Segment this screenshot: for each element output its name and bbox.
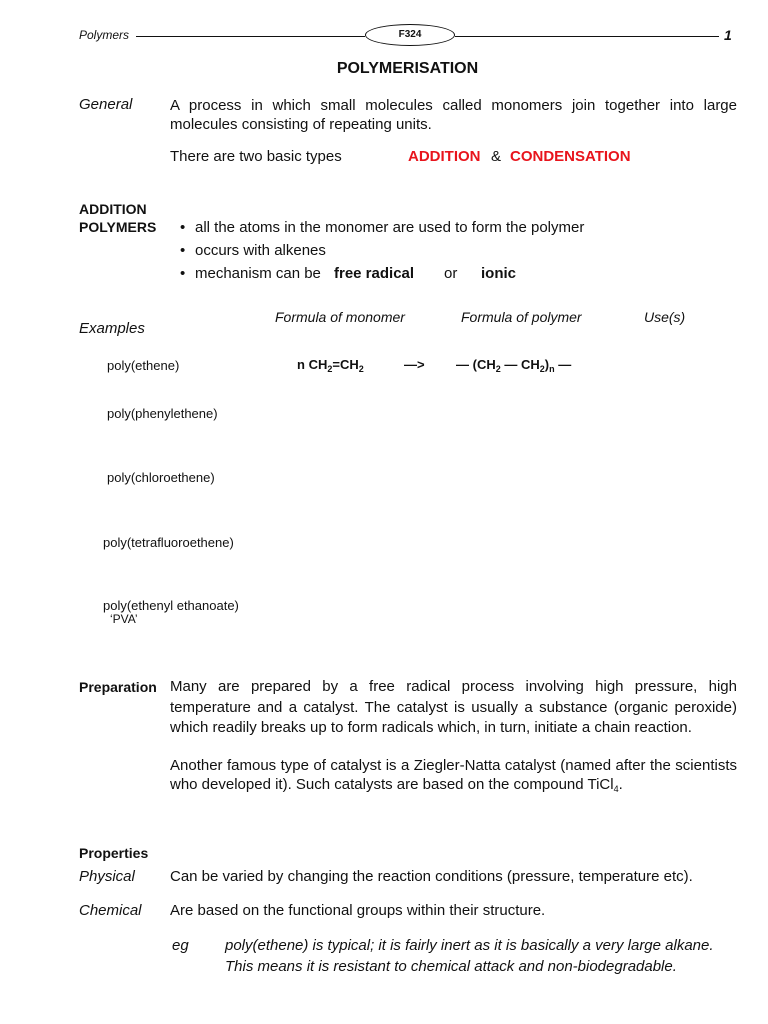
example-name: poly(ethenyl ethanoate) [103, 598, 239, 613]
types-intro: There are two basic types [170, 148, 342, 165]
type-addition: ADDITION [408, 148, 481, 165]
general-label: General [79, 96, 133, 113]
header-code: F324 [398, 29, 422, 40]
bullet-mark: • [180, 265, 186, 282]
example-name: poly(tetrafluoroethene) [103, 535, 234, 550]
header-code-oval [365, 24, 455, 46]
header-section: Polymers [79, 28, 130, 42]
ethene-polymer-formula: — ($CH_2$ — $CH_2)_n$ — [456, 357, 572, 374]
addition-bullet-3: mechanism can be [195, 265, 321, 282]
addition-bullet-2: occurs with alkenes [195, 242, 326, 259]
header-rule-left [136, 36, 365, 37]
properties-heading: Properties [79, 845, 149, 861]
example-name: poly(chloroethene) [107, 470, 215, 485]
preparation-para2: Another famous type of catalyst is a Ziegler-Natta catalyst (named after the scientists who developed it). Such catalysts are based on the compound TiCl$_4$. [170, 757, 737, 794]
addition-heading-2: POLYMERS [79, 219, 157, 235]
col-uses: Use(s) [644, 309, 686, 325]
col-polymer: Formula of polymer [461, 309, 582, 325]
bullet-mark: • [180, 219, 186, 236]
examples-label: Examples [79, 320, 145, 337]
col-monomer: Formula of monomer [275, 309, 405, 325]
bullet-mark: • [180, 242, 186, 259]
example-alias: ‘PVA’ [110, 612, 138, 626]
ethene-monomer-formula: n $CH_2=CH_2$ [297, 357, 364, 374]
eg-line-1: poly(ethene) is typical; it is fairly inert as it is basically a very large alkane. [225, 937, 714, 954]
preparation-para1: Many are prepared by a free radical process involving high pressure, high temperature and a catalyst. The catalyst is usually a substance (organic peroxide) which readily breaks up to form radicals which, in turn, initiate a chain reaction. [170, 678, 737, 736]
addition-heading-1: ADDITION [79, 201, 147, 217]
physical-label: Physical [79, 868, 135, 885]
page-number: 1 [724, 27, 732, 43]
general-text: A process in which small molecules called monomers join together into large molecules consisting of repeating units. [170, 97, 737, 133]
eg-line-2: This means it is resistant to chemical attack and non-biodegradable. [225, 958, 677, 975]
mech-or: or [444, 265, 458, 282]
reaction-arrow: —> [404, 357, 425, 372]
mech-ionic: ionic [481, 265, 517, 282]
header-rule-right [455, 36, 719, 37]
example-name: poly(phenylethene) [107, 406, 218, 421]
mech-free-radical: free radical [334, 265, 415, 282]
addition-bullet-1: all the atoms in the monomer are used to form the polymer [195, 219, 585, 236]
chemical-text: Are based on the functional groups within their structure. [170, 902, 546, 919]
type-condensation: CONDENSATION [510, 148, 631, 165]
physical-text: Can be varied by changing the reaction conditions (pressure, temperature etc). [170, 868, 693, 885]
example-name: poly(ethene) [107, 358, 180, 373]
preparation-label: Preparation [79, 679, 157, 695]
chemical-label: Chemical [79, 902, 142, 919]
type-ampersand: & [491, 148, 502, 165]
eg-label: eg [172, 937, 189, 954]
page-title: POLYMERISATION [336, 60, 479, 77]
